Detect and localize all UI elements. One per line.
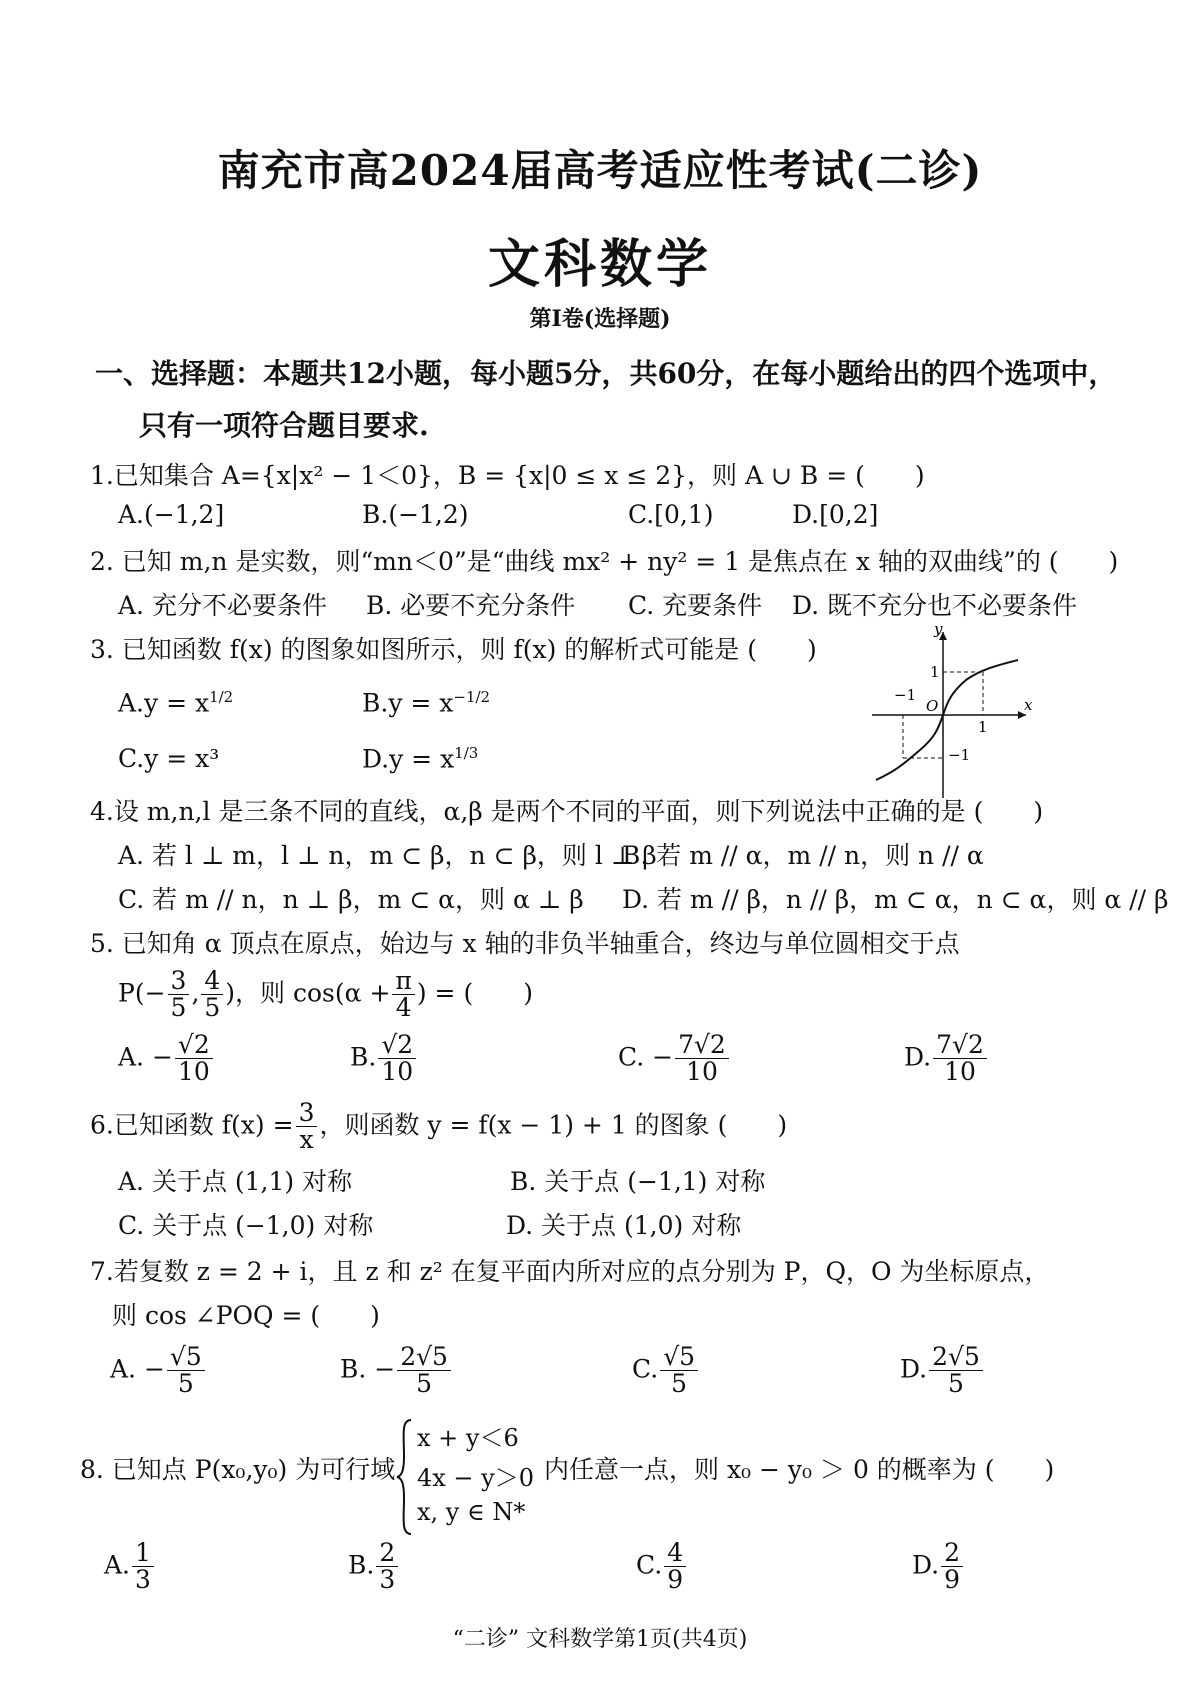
page-footer: “二诊” 文科数学第1页(共4页) [452, 1627, 748, 1652]
y-tick-neg1: −1 [948, 746, 971, 764]
q5-option-c [618, 1032, 731, 1086]
option-fraction [929, 1344, 983, 1398]
option-prefix: A. [104, 1550, 131, 1580]
q5-frac-3-5 [168, 968, 190, 1022]
numerator: 2 [941, 1540, 963, 1567]
option-prefix: B. − [340, 1354, 396, 1384]
q1-option-a: A.(−1,2] [118, 500, 225, 529]
q1-stem: 1.已知集合 A={x|x² − 1＜0}，B = {x|0 ≤ x ≤ 2}，则 A ∪ B = ( ) [90, 461, 925, 490]
q3-option-b-base: B.y = x [362, 688, 454, 718]
q4-stem: 4.设 m,n,l 是三条不同的直线，α,β 是两个不同的平面，则下列说法中正确的是 ( ) [90, 797, 1044, 826]
option-fraction [933, 1032, 987, 1086]
q8-option-a [104, 1540, 156, 1594]
q6-frac-3-x [296, 1100, 318, 1154]
q3-option-d-exp: 1/3 [454, 744, 479, 762]
option-fraction [378, 1032, 416, 1086]
q6-option-d: D. 关于点 (1,0) 对称 [506, 1211, 742, 1240]
constraint-1: x + y＜6 [417, 1424, 519, 1452]
option-fraction [132, 1540, 154, 1594]
numerator: π [392, 968, 414, 995]
x-tick-neg1: −1 [894, 686, 917, 704]
q4-option-c: C. 若 m // n，n ⊥ β，m ⊂ α，则 α ⊥ β [118, 885, 584, 914]
q7-stem-line-1: 7.若复数 z = 2 + i，且 z 和 z² 在复平面内所对应的点分别为 P，Q，O 为坐标原点， [90, 1257, 1050, 1286]
option-prefix: C. − [618, 1042, 674, 1072]
denominator: x [299, 1125, 314, 1155]
numerator: 7√2 [675, 1032, 729, 1059]
q3-option-a-exp: 1/2 [209, 688, 234, 706]
q3-option-a-base: A.y = x [118, 688, 210, 718]
q4-option-d: D. 若 m // β，n // β，m ⊂ α，n ⊂ α，则 α // β [622, 885, 1169, 914]
numerator: 1 [132, 1540, 154, 1567]
option-prefix: D. [904, 1042, 932, 1072]
q3-option-a [118, 688, 233, 717]
q7-option-d [900, 1344, 985, 1398]
q7-stem-line-2: 则 cos ∠POQ = ( ) [112, 1301, 380, 1330]
q2-option-a: A. 充分不必要条件 [118, 591, 327, 620]
q3-option-b-exp: −1/2 [453, 688, 491, 706]
option-fraction [175, 1032, 213, 1086]
function-curve [876, 660, 1018, 780]
x-tick-1: 1 [978, 718, 988, 736]
q8-option-b [348, 1540, 400, 1594]
q5-frac-4-5 [201, 968, 223, 1022]
option-prefix: A. − [118, 1042, 173, 1072]
denominator: 10 [381, 1057, 414, 1087]
q4-option-a: A. 若 l ⊥ m，l ⊥ n，m ⊂ β，n ⊂ β，则 l ⊥ β [118, 841, 657, 870]
numerator: 3 [168, 968, 190, 995]
denominator: 5 [204, 993, 221, 1023]
option-fraction [376, 1540, 398, 1594]
q6-stem-prefix: 6.已知函数 f(x) = [90, 1110, 294, 1140]
origin-label: O [926, 697, 939, 715]
numerator: √2 [175, 1032, 213, 1059]
option-fraction [675, 1032, 729, 1086]
denominator: 5 [948, 1369, 964, 1399]
q8-stem-prefix: 8. 已知点 P(x₀,y₀) 为可行域 [80, 1455, 396, 1484]
numerator: √5 [167, 1344, 205, 1371]
numerator: 2√5 [929, 1344, 983, 1371]
q5-frac-pi-4 [392, 968, 414, 1022]
q8-option-d [912, 1540, 965, 1594]
q3-stem: 3. 已知函数 f(x) 的图象如图所示，则 f(x) 的解析式可能是 ( ) [90, 635, 817, 664]
section-instructions [95, 348, 1135, 452]
q2-option-c: C. 充要条件 [628, 591, 763, 620]
q6-stem [90, 1100, 787, 1154]
left-brace [395, 1418, 413, 1536]
q5-option-b [350, 1032, 418, 1086]
q4-option-b: B. 若 m // α，m // n，则 n // α [622, 841, 984, 870]
q5-comma: , [191, 978, 200, 1008]
q3-option-d-base: D.y = x [362, 744, 455, 774]
y-axis-label: y [934, 620, 943, 638]
denominator: 5 [177, 1369, 194, 1399]
q7-option-c [632, 1344, 700, 1398]
numerator: 2√5 [397, 1344, 451, 1371]
section-line-2: 只有一项符合题目要求. [139, 409, 429, 442]
q5-option-d [904, 1032, 989, 1086]
q8-stem-suffix: 内任意一点，则 x₀ − y₀ ＞ 0 的概率为 ( ) [544, 1455, 1055, 1484]
denominator: 10 [177, 1057, 210, 1087]
option-prefix: D. [900, 1354, 928, 1384]
denominator: 10 [686, 1057, 718, 1087]
numerator: 4 [664, 1540, 686, 1567]
q5-stem-end: ) = ( ) [416, 978, 533, 1008]
q2-option-d: D. 既不充分也不必要条件 [792, 591, 1078, 620]
denominator: 10 [944, 1057, 976, 1087]
q1-option-d: D.[0,2] [792, 500, 879, 529]
q6-option-b: B. 关于点 (−1,1) 对称 [510, 1167, 766, 1196]
numerator: 3 [296, 1100, 318, 1127]
q3-option-b [362, 688, 490, 717]
numerator: √2 [378, 1032, 416, 1059]
option-prefix: B. [350, 1042, 377, 1072]
q1-option-b: B.(−1,2) [362, 500, 469, 529]
option-fraction [167, 1344, 205, 1398]
option-prefix: C. [636, 1550, 663, 1580]
denominator: 9 [944, 1565, 961, 1595]
numerator: √5 [660, 1344, 698, 1371]
q5-point-open: P(− [118, 978, 166, 1008]
numerator: 7√2 [933, 1032, 987, 1059]
denominator: 4 [395, 993, 412, 1023]
q5-stem-line-2 [118, 968, 533, 1022]
option-fraction [660, 1344, 698, 1398]
q8-option-c [636, 1540, 688, 1594]
q3-option-c: C.y = x³ [118, 744, 220, 773]
exam-title: 南充市高2024届高考适应性考试(二诊) [217, 146, 983, 195]
q2-option-b: B. 必要不充分条件 [366, 591, 576, 620]
numerator: 4 [201, 968, 223, 995]
x-axis-label: x [1024, 696, 1033, 714]
denominator: 9 [667, 1565, 684, 1595]
q6-option-c: C. 关于点 (−1,0) 对称 [118, 1211, 374, 1240]
q5-option-a [118, 1032, 215, 1086]
denominator: 3 [135, 1565, 151, 1595]
denominator: 5 [416, 1369, 433, 1399]
option-fraction [664, 1540, 686, 1594]
option-prefix: A. − [110, 1354, 165, 1384]
denominator: 5 [671, 1369, 688, 1399]
q3-function-graph [868, 620, 1038, 800]
q3-option-d [362, 744, 478, 773]
q1-option-c: C.[0,1) [628, 500, 714, 529]
option-prefix: D. [912, 1550, 940, 1580]
q5-stem-line-1: 5. 已知角 α 顶点在原点，始边与 x 轴的非负半轴重合，终边与单位圆相交于点 [90, 929, 960, 958]
q7-option-b [340, 1344, 453, 1398]
q7-option-a [110, 1344, 207, 1398]
numerator: 2 [376, 1540, 398, 1567]
q2-stem: 2. 已知 m,n 是实数，则“mn＜0”是“曲线 mx² + ny² = 1 是焦点在 x 轴的双曲线”的 ( ) [90, 547, 1119, 576]
y-tick-1: 1 [930, 663, 940, 681]
constraint-3: x, y ∈ N* [417, 1498, 526, 1526]
denominator: 3 [379, 1565, 396, 1595]
option-prefix: C. [632, 1354, 659, 1384]
q6-stem-suffix: ，则函数 y = f(x − 1) + 1 的图象 ( ) [319, 1110, 788, 1140]
subject-title: 文科数学 [487, 234, 712, 295]
q5-cos-expr: )，则 cos(α + [225, 978, 391, 1008]
volume-label: 第I卷(选择题) [529, 306, 671, 332]
option-fraction [397, 1344, 451, 1398]
option-prefix: B. [348, 1550, 375, 1580]
constraint-2: 4x − y＞0 [417, 1464, 534, 1492]
q6-option-a: A. 关于点 (1,1) 对称 [118, 1167, 353, 1196]
denominator: 5 [170, 993, 187, 1023]
section-line-1: 一、选择题：本题共12小题，每小题5分，共60分，在每小题给出的四个选项中， [95, 357, 1117, 390]
option-fraction [941, 1540, 963, 1594]
